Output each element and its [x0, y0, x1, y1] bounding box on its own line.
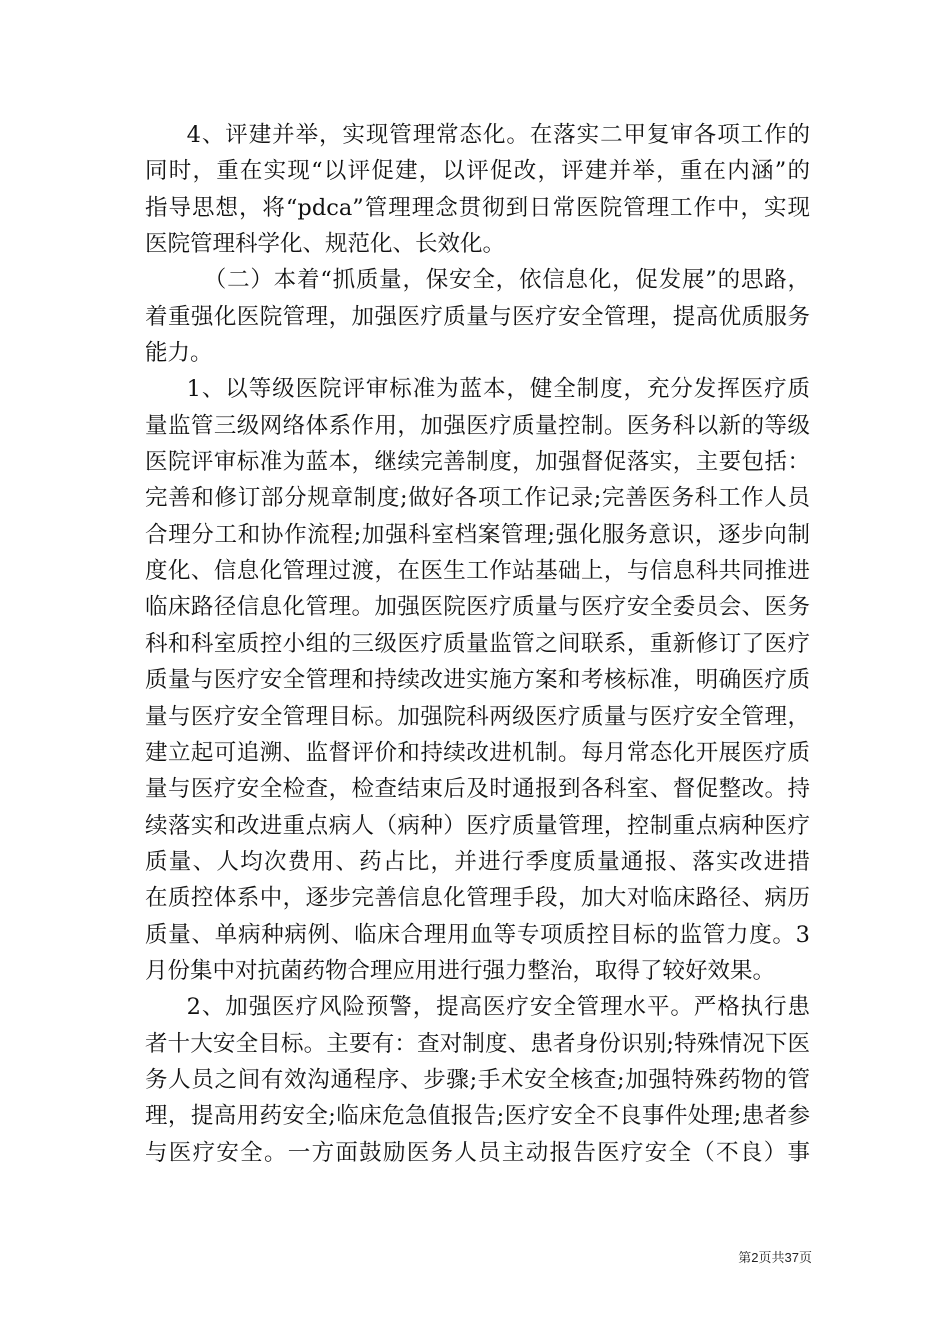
paragraph [145, 371, 810, 989]
text-line: 科和科室质控小组的三级医疗质量监管之间联系，重新修订了医疗 [145, 630, 810, 657]
text-line: 完善和修订部分规章制度;做好各项工作记录;完善医务科工作人员 [145, 485, 810, 512]
text-line: 临床路径信息化管理。加强医院医疗质量与医疗安全委员会、医务 [145, 594, 810, 621]
text-line: 月份集中对抗菌药物合理应用进行强力整治，取得了较好效果。 [145, 957, 776, 984]
document-body [145, 117, 810, 1171]
text-line: 同时，重在实现“以评促建，以评促改，评建并举，重在内涵”的 [145, 158, 810, 185]
text-line: 医院管理科学化、规范化、长效化。 [145, 231, 506, 258]
text-line: 指导思想，将“pdca”管理理念贯彻到日常医院管理工作中，实现 [145, 194, 810, 221]
text-line: （二）本着“抓质量，保安全，依信息化，促发展”的思路， [203, 267, 810, 294]
text-line: 能力。 [145, 340, 213, 367]
text-line: 度化、信息化管理过渡，在医生工作站基础上，与信息科共同推进 [145, 558, 810, 585]
text-line: 在质控体系中，逐步完善信息化管理手段，加大对临床路径、病历 [145, 885, 810, 912]
text-line: 质量与医疗安全管理和持续改进实施方案和考核标准，明确医疗质 [145, 667, 810, 694]
text-line: 与医疗安全。一方面鼓励医务人员主动报告医疗安全（不良）事 [145, 1139, 810, 1166]
text-line: 务人员之间有效沟通程序、步骤;手术安全核查;加强特殊药物的管 [145, 1066, 810, 1093]
paragraph [145, 262, 810, 371]
text-line: 续落实和改进重点病人（病种）医疗质量管理，控制重点病种医疗 [145, 812, 810, 839]
text-line: 量监管三级网络体系作用，加强医疗质量控制。医务科以新的等级 [145, 412, 810, 439]
text-line: 质量、人均次费用、药占比，并进行季度质量通报、落实改进措 [145, 848, 810, 875]
text-line: 建立起可追溯、监督评价和持续改进机制。每月常态化开展医疗质 [145, 739, 810, 766]
text-line: 量与医疗安全检查，检查结束后及时通报到各科室、督促整改。持 [145, 776, 810, 803]
paragraph [145, 117, 810, 262]
text-line: 者十大安全目标。主要有：查对制度、患者身份识别;特殊情况下医 [145, 1030, 810, 1057]
paragraph [145, 989, 810, 1171]
text-line: 4、评建并举，实现管理常态化。在落实二甲复审各项工作的 [186, 122, 810, 148]
text-line: 医院评审标准为蓝本，继续完善制度，加强督促落实，主要包括： [145, 449, 810, 476]
text-line: 1、以等级医院评审标准为蓝本，健全制度，充分发挥医疗质 [186, 376, 810, 403]
text-line: 质量、单病种病例、临床合理用血等专项质控目标的监管力度。3 [145, 921, 810, 948]
text-line: 着重强化医院管理，加强医疗质量与医疗安全管理，提高优质服务 [145, 303, 810, 330]
text-line: 合理分工和协作流程;加强科室档案管理;强化服务意识，逐步向制 [145, 521, 810, 548]
text-line: 量与医疗安全管理目标。加强院科两级医疗质量与医疗安全管理， [145, 703, 810, 730]
text-line: 理，提高用药安全;临床危急值报告;医疗安全不良事件处理;患者参 [145, 1103, 810, 1130]
page-number: 第2页共37页 [738, 1250, 812, 1265]
text-line: 2、加强医疗风险预警，提高医疗安全管理水平。严格执行患 [186, 994, 810, 1021]
